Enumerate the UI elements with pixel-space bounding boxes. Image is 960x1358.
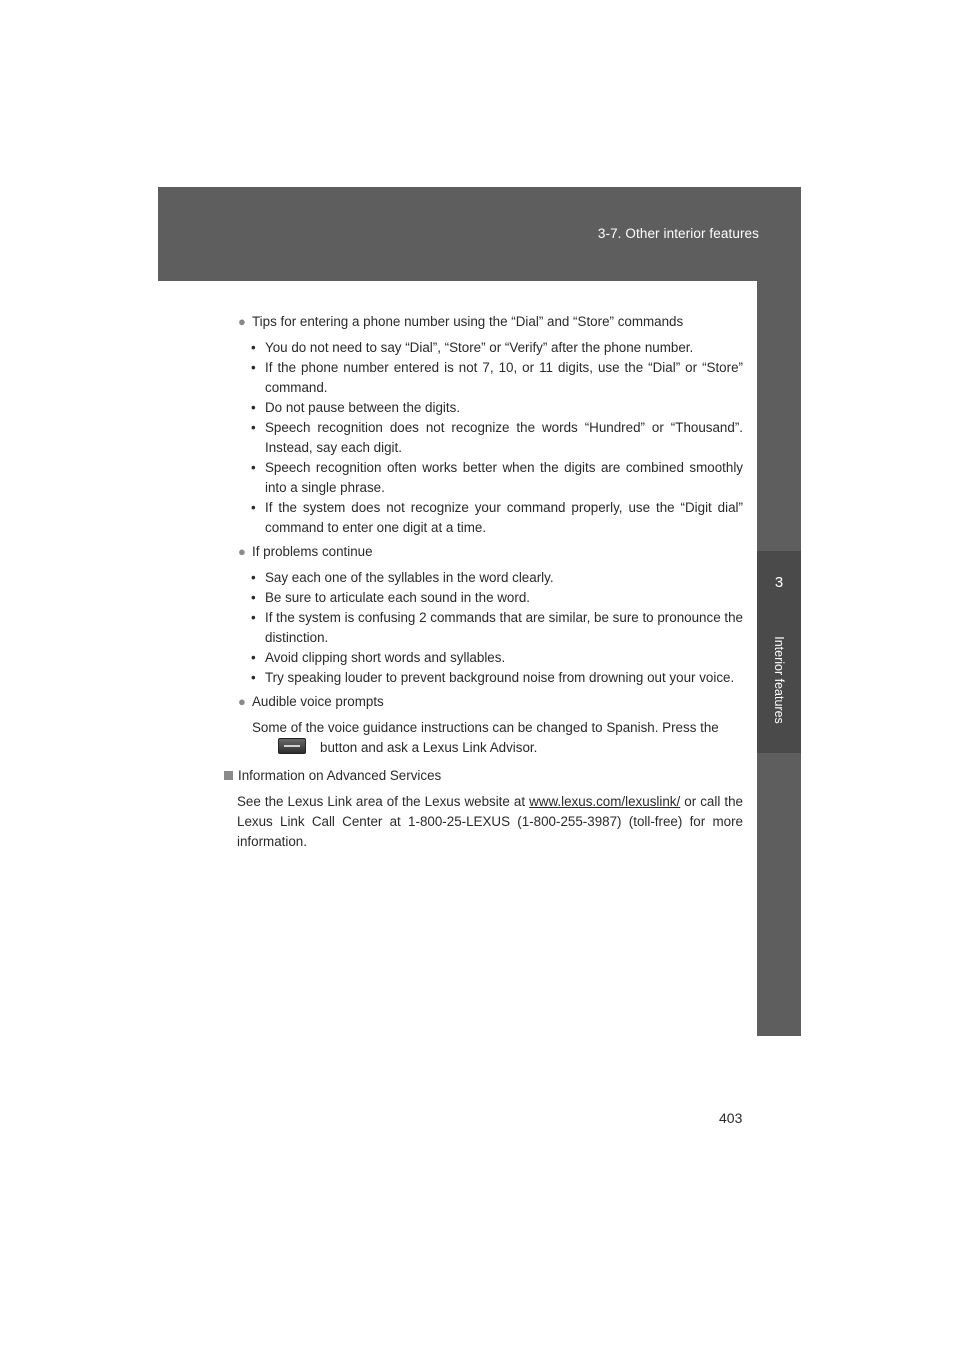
section-title: 3-7. Other interior features — [597, 226, 759, 241]
chapter-header — [158, 187, 801, 281]
list-item: • If the system does not recognize your command properly, use the “Digit dial” command to enter one digit at a time. — [251, 500, 743, 535]
page-content — [237, 308, 743, 852]
circle-bullet-icon: ● — [238, 694, 246, 709]
list-item: • Speech recognition does not recognize the words “Hundred” or “Thousand”. Instead, say each digit. — [251, 420, 743, 455]
square-bullet-icon — [224, 771, 233, 780]
list-item: • Speech recognition often works better when the digits are combined smoothly into a single phrase. — [251, 460, 743, 495]
tips-list — [237, 338, 743, 538]
voice-paragraph: Some of the voice guidance instructions can be changed to Spanish. Press the button and ask a Lexus Link Advisor. — [252, 720, 719, 755]
list-item: • Try speaking louder to prevent background noise from drowning out your voice. — [251, 670, 735, 685]
list-item: • You do not need to say “Dial”, “Store” or “Verify” after the phone number. — [251, 340, 694, 355]
circle-bullet-icon: ● — [238, 314, 246, 329]
list-item: • Avoid clipping short words and syllables. — [251, 650, 506, 665]
lexus-website-link[interactable]: www.lexus.com/lexuslink/ — [529, 794, 681, 809]
list-item: • If the phone number entered is not 7, 10, or 11 digits, use the “Dial” or “Store” command. — [251, 360, 743, 395]
list-item: • Say each one of the syllables in the word clearly. — [251, 570, 554, 585]
problems-list — [237, 568, 743, 688]
chapter-label: Interior features — [772, 636, 786, 724]
advanced-services-heading: Information on Advanced Services — [237, 766, 743, 786]
chapter-number: 3 — [774, 574, 784, 591]
list-item: • Do not pause between the digits. — [251, 400, 461, 415]
lexus-link-button-icon — [278, 738, 306, 754]
tips-heading: ● Tips for entering a phone number using the “Dial” and “Store” commands — [237, 312, 743, 332]
voice-heading: ● Audible voice prompts — [237, 692, 743, 712]
list-item: • Be sure to articulate each sound in the word. — [251, 590, 530, 605]
circle-bullet-icon: ● — [238, 544, 246, 559]
advanced-services-paragraph: See the Lexus Link area of the Lexus website at www.lexus.com/lexuslink/ or call the Lexus Link Call Center at 1-800-25-LEXUS (1-800-255-3987) (toll-free) for more information. — [237, 794, 743, 849]
problems-heading: ● If problems continue — [237, 542, 743, 562]
list-item: • If the system is confusing 2 commands that are similar, be sure to pronounce the distinction. — [251, 610, 743, 645]
page-number: 403 — [719, 1110, 743, 1126]
